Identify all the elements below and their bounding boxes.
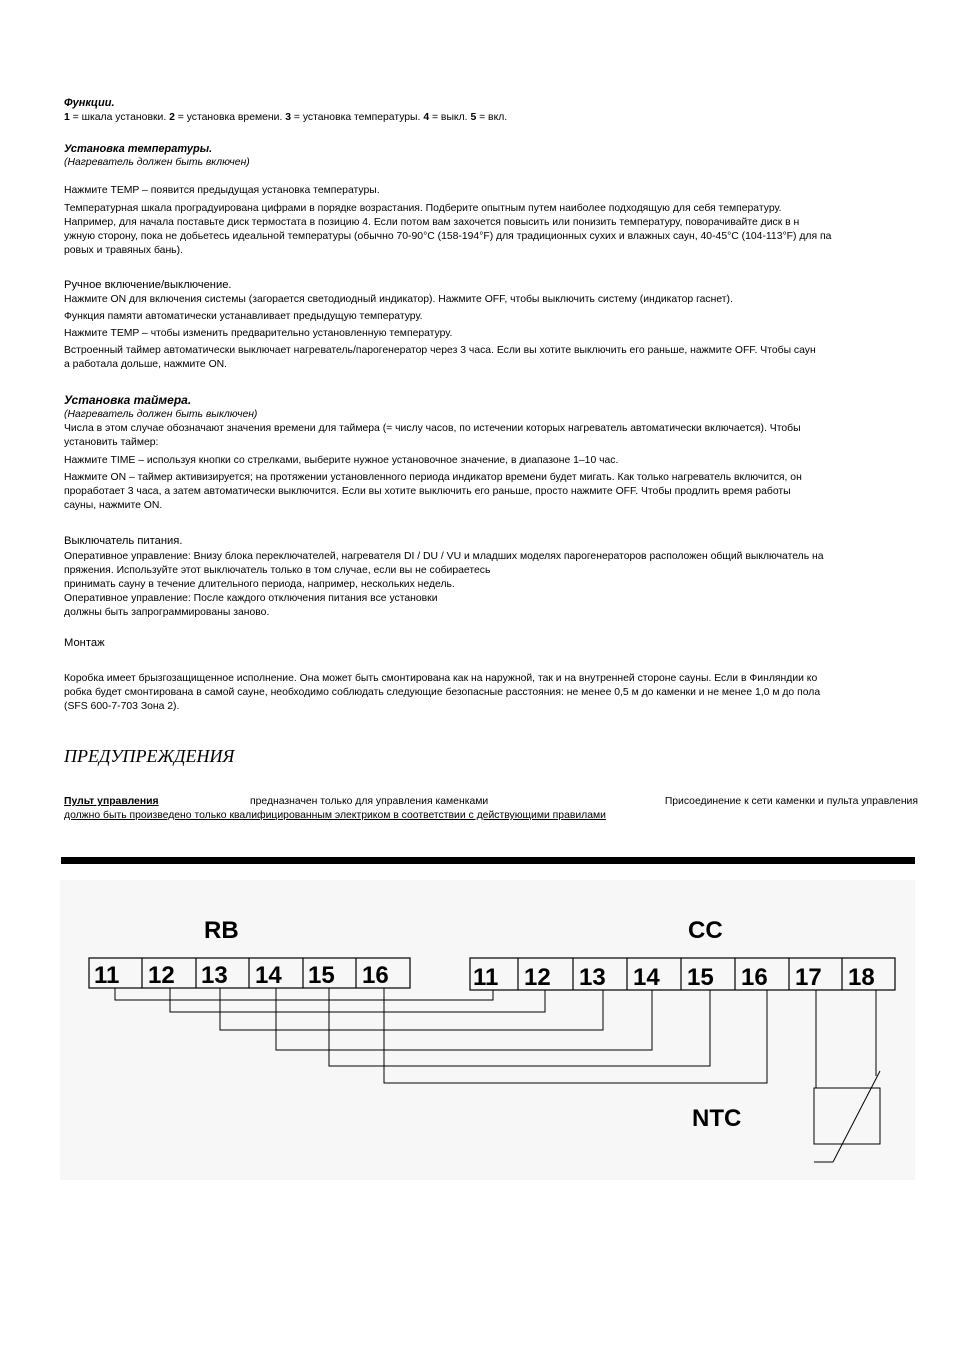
fn-num-5: 5 [470, 112, 477, 123]
cc-terminal-18: 18 [848, 964, 875, 991]
temp-line-4: ровых и травяных бань). [64, 245, 183, 256]
manual-off-key: Нажмите OFF [438, 294, 505, 305]
mounting-title: Монтаж [64, 637, 105, 649]
temp-line-1: Температурная шкала проградуирована цифрами в порядке возрастания. Подберите опытным путем наиболее подходящую для себя температуру. [64, 203, 782, 214]
manual-memory-line: Функция памяти автоматически устанавливает предыдущую температуру. [64, 311, 423, 322]
rb-label: RB [204, 917, 239, 944]
power-line-5: должны быть запрограммированы заново. [64, 607, 270, 618]
temp-line-2: Например, для начала поставьте диск термостата в позицию 4. Если потом вам захочется повысить или понизить температуру, поворачивайте диск в н [64, 217, 800, 228]
power-title: Выключатель питания. [64, 535, 183, 547]
manual-temp-key: Нажмите TEMP [64, 328, 140, 339]
power-line-2: пряжения. Используйте этот выключатель только в том случае, если вы не собираетесь [64, 565, 491, 576]
rb-terminal-16: 16 [362, 962, 389, 989]
cc-label: CC [688, 917, 723, 944]
manual-on-text: для включения системы (загорается светодиодный индикатор). [126, 294, 439, 305]
temp-press-key: Нажмите TEMP [64, 185, 140, 196]
manual-temp-text: – чтобы изменить предварительно установленную температуру. [139, 328, 453, 339]
timer-time-text: – используя кнопки со стрелками, выберите нужное установочное значение, в диапазоне 1–10 час. [135, 455, 619, 466]
fn-num-4: 4 [423, 112, 430, 123]
temp-setting-subtitle: (Нагреватель должен быть включен) [64, 157, 250, 168]
fn-text-5: = вкл. [476, 112, 508, 123]
cc-terminal-16: 16 [741, 964, 768, 991]
timer-time-key: Нажмите TIME [64, 455, 136, 466]
cc-terminal-17: 17 [795, 964, 822, 991]
timer-intro-line-2: установить таймер: [64, 437, 159, 448]
timer-subtitle: (Нагреватель должен быть выключен) [64, 409, 258, 420]
power-line-4: Оперативное управление: После каждого отключения питания все установки [64, 593, 438, 604]
cc-terminal-13: 13 [579, 964, 606, 991]
ntc-label: NTC [692, 1105, 742, 1132]
timer-on-text-1: – таймер активизируется; на протяжении установленного периода индикатор времени будет мигать. Как только нагреватель включится, он [126, 472, 802, 483]
manual-on-key: Нажмите ON [64, 294, 127, 305]
temp-press-text: – появится предыдущая установка температуры. [139, 185, 380, 196]
rb-terminal-11: 11 [94, 962, 120, 989]
temp-line-3: ужную сторону, пока не добьетесь идеальной температуры (обычно 70-90°C (158-194°F) для традиционных сухих и влажных саун, 40-45°C (104-113°F) для па [64, 231, 832, 242]
warnings-line1-b: предназначен только для управления каменками [250, 796, 489, 807]
mounting-line-2: робка будет смонтирована в самой сауне, необходимо соблюдать следующие безопасные расстояния: не менее 0,5 м до каменки и не менее 1,0 м до пола [64, 687, 821, 698]
rb-terminal-14: 14 [255, 962, 282, 989]
rb-terminal-12: 12 [148, 962, 175, 989]
fn-text-1: = шкала установки. [69, 112, 170, 123]
fn-text-4: = выкл. [429, 112, 471, 123]
warnings-line1-a: Пульт управления [64, 796, 159, 807]
timer-on-line-2: проработает 3 часа, а затем автоматически выключится. Если вы хотите выключить его раньше, просто нажмите OFF. Чтобы продлить время работы [64, 486, 791, 497]
temp-setting-title: Установка температуры. [64, 143, 213, 155]
cc-terminal-11: 11 [473, 964, 499, 991]
timer-intro-line-1: Числа в этом случае обозначают значения времени для таймера (= числу часов, по истечении которых нагреватель автоматически включается). Чтобы [64, 423, 801, 434]
cc-terminal-14: 14 [633, 964, 660, 991]
warnings-line-2: должно быть произведено только квалифицированным электриком в соответствии с действующими правилами [64, 810, 606, 821]
fn-num-3: 3 [285, 112, 292, 123]
cc-terminal-12: 12 [524, 964, 551, 991]
rb-terminal-15: 15 [308, 962, 335, 989]
fn-num-2: 2 [169, 112, 175, 123]
fn-num-1: 1 [64, 112, 70, 123]
mounting-line-3: (SFS 600-7-703 Зона 2). [64, 701, 180, 712]
cc-terminal-15: 15 [687, 964, 714, 991]
timer-title: Установка таймера. [64, 393, 192, 407]
manual-timer-line-2: а работала дольше, нажмите ON. [64, 359, 228, 370]
power-line-1: Оперативное управление: Внизу блока переключателей, нагревателя DI / DU / VU и младших моделях парогенераторов расположен общий выключатель на [64, 551, 824, 562]
rb-terminal-13: 13 [201, 962, 228, 989]
timer-on-line-3: сауны, нажмите ON. [64, 500, 163, 511]
timer-on-key: Нажмите ON [64, 472, 127, 483]
manual-timer-line-1: Встроенный таймер автоматически выключает нагреватель/парогенератор через 3 часа. Если вы хотите выключить его раньше, нажмите OFF. Чтобы саун [64, 345, 816, 356]
manual-off-text: , чтобы выключить систему (индикатор гаснет). [504, 294, 733, 305]
warnings-line1-c: Присоединение к сети каменки и пульта управления [664, 796, 918, 807]
manual-title: Ручное включение/выключение. [64, 279, 232, 291]
power-line-3: принимать сауну в течение длительного периода, например, нескольких недель. [64, 579, 455, 590]
warnings-title: ПРЕДУПРЕЖДЕНИЯ [64, 746, 235, 766]
mounting-line-1: Коробка имеет брызгозащищенное исполнение. Она может быть смонтирована как на наружной, так и на внутренней стороне сауны. Если в Финляндии ко [64, 673, 818, 684]
fn-text-2: = установка времени. [174, 112, 286, 123]
functions-title: Функции. [64, 97, 115, 109]
fn-text-3: = установка температуры. [291, 112, 424, 123]
